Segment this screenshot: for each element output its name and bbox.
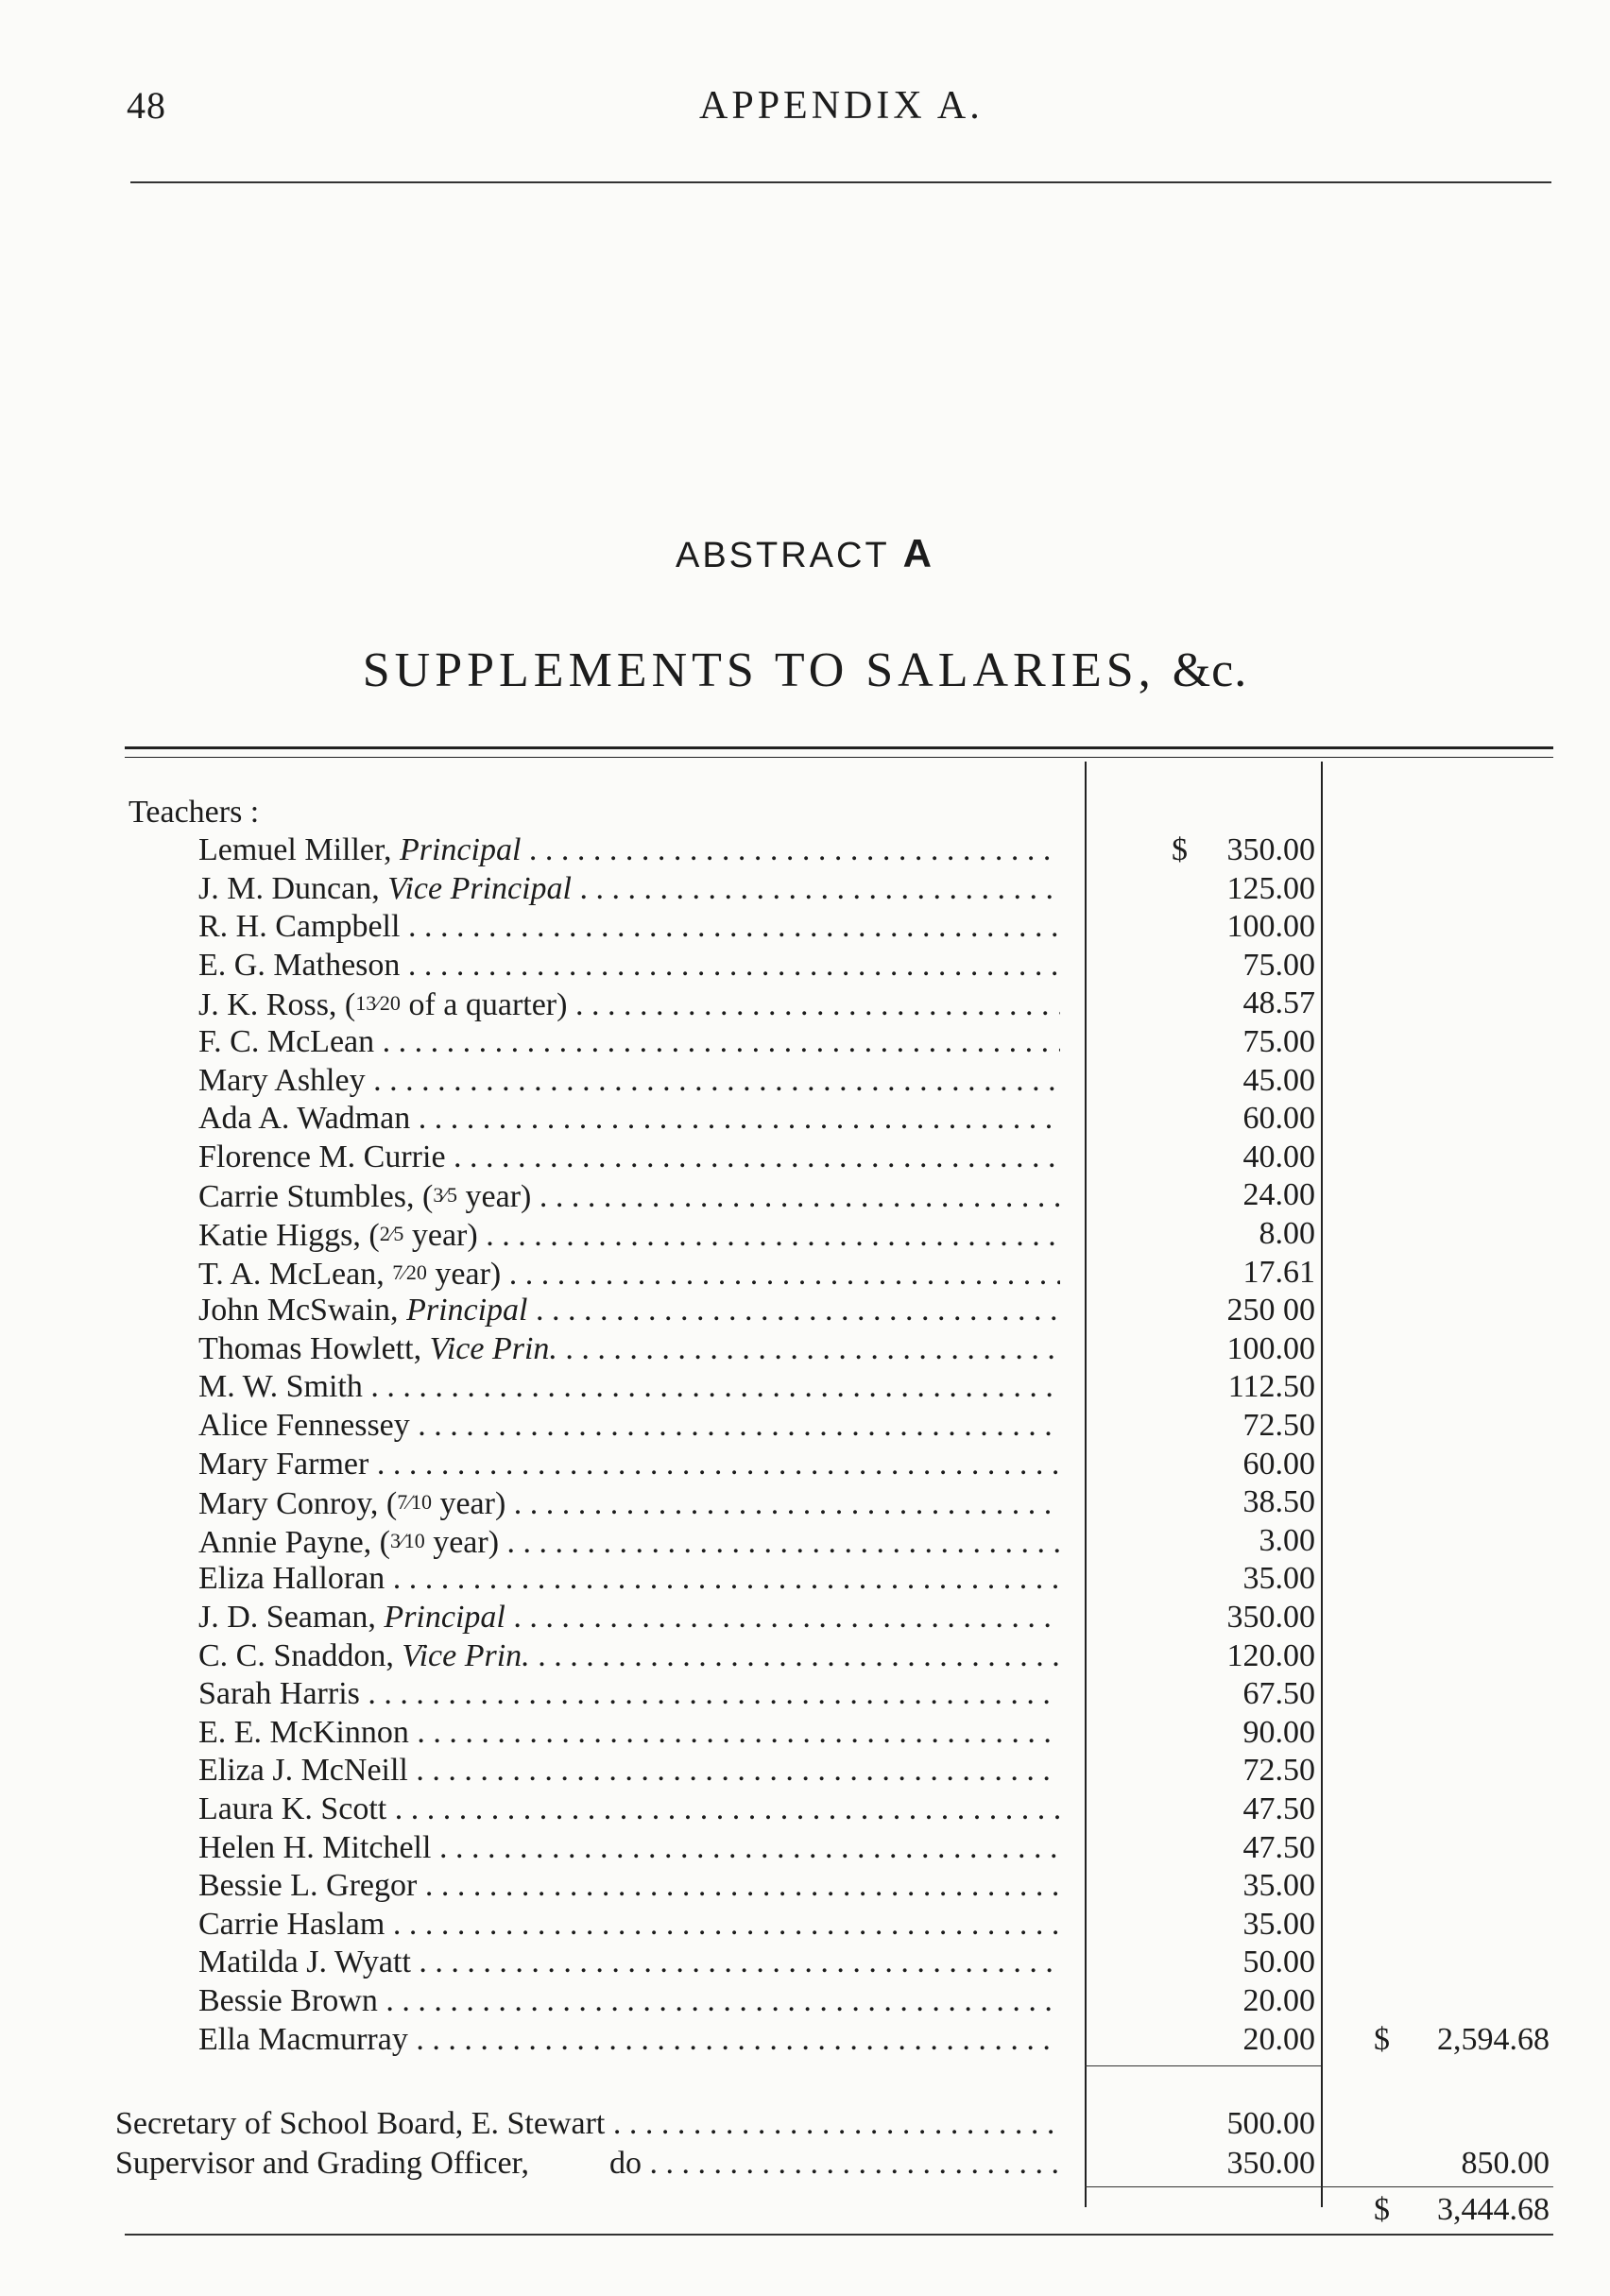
table-row — [0, 1446, 1610, 1483]
teacher-title: Vice Prin. — [429, 1331, 557, 1366]
other-total: 850.00 — [1461, 2146, 1550, 2181]
abstract-title-text: ABSTRACT — [675, 536, 890, 575]
teachers-total: $ 2,594.68 — [1374, 2022, 1550, 2057]
table-row — [0, 1906, 1610, 1944]
fraction: 2⁄5 — [379, 1222, 404, 1245]
table-row — [0, 1560, 1610, 1598]
teachers-label: Teachers : — [128, 795, 260, 830]
table-row — [0, 1714, 1610, 1752]
teacher-name: J. M. Duncan, Vice Principal . . . — [198, 870, 1060, 908]
header-rule — [130, 181, 1551, 183]
amount: 40.00 — [1242, 1139, 1315, 1174]
amount: 17.61 — [1242, 1255, 1315, 1290]
table-row — [0, 2021, 1610, 2059]
other-salary-row — [0, 2145, 1610, 2183]
subtitle-text: SUPPLEMENTS TO SALARIES, — [362, 643, 1156, 697]
teacher-title: Principal — [384, 1600, 505, 1635]
amount: 90.00 — [1242, 1715, 1315, 1750]
teachers-total-currency: $ — [1374, 2022, 1390, 2057]
table-row — [0, 1982, 1610, 2020]
salary-description: Supervisor and Grading Officer, do . . . — [115, 2145, 1060, 2183]
teacher-name: F. C. McLean . . . — [198, 1023, 1060, 1061]
table-row — [0, 1599, 1610, 1636]
table-row — [0, 1944, 1610, 1981]
currency-symbol: $ — [1172, 832, 1188, 867]
amount: 50.00 — [1242, 1945, 1315, 1979]
table-row — [0, 1791, 1610, 1828]
amount: 35.00 — [1242, 1561, 1315, 1596]
teacher-name: Eliza Halloran . . . — [198, 1560, 1060, 1598]
amount: 75.00 — [1242, 948, 1315, 983]
amount: 38.50 — [1242, 1484, 1315, 1519]
other-salary-row — [0, 2105, 1610, 2143]
teacher-name: C. C. Snaddon, Vice Prin. . . . — [198, 1637, 1060, 1675]
amount: 350.00 — [1226, 1600, 1315, 1635]
amount: 24.00 — [1242, 1177, 1315, 1212]
teacher-name: Laura K. Scott . . . — [198, 1791, 1060, 1828]
teacher-name: Alice Fennessey . . . — [198, 1407, 1060, 1445]
amount: 350.00 — [1226, 832, 1315, 867]
fraction: 3⁄5 — [433, 1183, 458, 1207]
teacher-name: Mary Conroy, (7⁄10 year) . . . — [198, 1483, 1060, 1523]
teacher-title: Vice Principal — [387, 871, 573, 906]
teacher-name: Mary Farmer . . . — [198, 1446, 1060, 1483]
amount: 60.00 — [1242, 1101, 1315, 1136]
table-row — [0, 1100, 1610, 1138]
table-row — [0, 870, 1610, 908]
table-top-rule-thin — [125, 757, 1553, 758]
fraction: 7⁄10 — [397, 1490, 432, 1514]
amount: 67.50 — [1242, 1676, 1315, 1711]
teacher-name: Matilda J. Wyatt . . . — [198, 1944, 1060, 1981]
teacher-name: Thomas Howlett, Vice Prin. . . . — [198, 1330, 1060, 1368]
amount: 60.00 — [1242, 1447, 1315, 1482]
amount: 72.50 — [1242, 1408, 1315, 1443]
teacher-name: Bessie Brown . . . — [198, 1982, 1060, 2020]
table-row — [0, 1867, 1610, 1905]
teacher-title: Principal — [406, 1293, 528, 1328]
teacher-name: R. H. Campbell . . . — [198, 908, 1060, 946]
page-number: 48 — [127, 84, 166, 127]
section-subtitle — [0, 643, 1610, 698]
table-row — [0, 1407, 1610, 1445]
teacher-name: Florence M. Currie . . . — [198, 1139, 1060, 1176]
subtitle-suffix: &c. — [1172, 643, 1248, 697]
table-bottom-rule — [125, 2234, 1553, 2236]
amount: 350.00 — [1226, 2146, 1315, 2181]
subtotal-rule — [1085, 2065, 1321, 2066]
table-row — [0, 1483, 1610, 1521]
table-top-rule — [125, 746, 1553, 749]
table-row — [0, 1752, 1610, 1790]
amount: 120.00 — [1226, 1638, 1315, 1673]
table-row — [0, 1176, 1610, 1214]
teacher-name: Mary Ashley . . . — [198, 1062, 1060, 1100]
amount: 250 00 — [1226, 1293, 1315, 1328]
teacher-name: Lemuel Miller, Principal . . . — [198, 831, 1060, 869]
amount: 3.00 — [1259, 1523, 1315, 1558]
fraction: 13⁄20 — [355, 991, 401, 1015]
table-row — [0, 1215, 1610, 1253]
teacher-name: Eliza J. McNeill . . . — [198, 1752, 1060, 1790]
amount: 35.00 — [1242, 1868, 1315, 1903]
teacher-name: John McSwain, Principal . . . — [198, 1292, 1060, 1329]
amount: 112.50 — [1227, 1369, 1315, 1404]
abstract-letter: A — [902, 531, 935, 575]
abstract-title — [0, 531, 1610, 576]
table-row — [0, 908, 1610, 946]
teacher-name: J. D. Seaman, Principal . . . — [198, 1599, 1060, 1636]
teacher-name: Katie Higgs, (2⁄5 year) . . . — [198, 1215, 1060, 1255]
teacher-name: Helen H. Mitchell . . . — [198, 1829, 1060, 1867]
fraction: 3⁄10 — [390, 1529, 425, 1552]
fraction: 7⁄20 — [392, 1260, 427, 1284]
table-row — [0, 1637, 1610, 1675]
amount: 75.00 — [1242, 1024, 1315, 1059]
table-row — [0, 1675, 1610, 1713]
amount: 48.57 — [1242, 985, 1315, 1020]
table-row — [0, 1023, 1610, 1061]
table-row — [0, 1330, 1610, 1368]
amount: 35.00 — [1242, 1907, 1315, 1942]
teacher-name: E. E. McKinnon . . . — [198, 1714, 1060, 1752]
amount: 20.00 — [1242, 1983, 1315, 2018]
amount: 47.50 — [1242, 1791, 1315, 1826]
amount: 72.50 — [1242, 1753, 1315, 1788]
grand-total-rule — [1085, 2186, 1553, 2187]
table-row — [0, 985, 1610, 1022]
amount: 45.00 — [1242, 1063, 1315, 1098]
amount: 100.00 — [1226, 909, 1315, 944]
amount: 500.00 — [1226, 2106, 1315, 2141]
teacher-name: Ella Macmurray . . . — [198, 2021, 1060, 2059]
teacher-name: Ada A. Wadman . . . — [198, 1100, 1060, 1138]
teacher-title: Vice Prin. — [402, 1638, 530, 1673]
table-row — [0, 1062, 1610, 1100]
running-head: APPENDIX A. — [699, 84, 984, 128]
salary-description: Secretary of School Board, E. Stewart . . . — [115, 2105, 1060, 2143]
grand-total-currency: $ — [1374, 2192, 1390, 2227]
teacher-name: Carrie Stumbles, (3⁄5 year) . . . — [198, 1176, 1060, 1216]
teacher-name: Carrie Haslam . . . — [198, 1906, 1060, 1944]
teacher-name: E. G. Matheson . . . — [198, 947, 1060, 985]
amount: 47.50 — [1242, 1830, 1315, 1865]
grand-total-value: 3,444.68 — [1437, 2192, 1550, 2227]
table-row — [0, 1139, 1610, 1176]
amount: 20.00 — [1242, 2022, 1315, 2057]
table-row — [0, 831, 1610, 869]
table-row — [0, 1254, 1610, 1292]
table-row — [0, 947, 1610, 985]
teacher-name: Annie Payne, (3⁄10 year) . . . — [198, 1522, 1060, 1562]
table-row — [0, 1368, 1610, 1406]
amount: 100.00 — [1226, 1331, 1315, 1366]
teacher-name: T. A. McLean, 7⁄20 year) . . . — [198, 1254, 1060, 1294]
grand-total — [1327, 2190, 1550, 2230]
teacher-title: Principal — [399, 832, 522, 867]
table-row — [0, 1829, 1610, 1867]
teacher-name: M. W. Smith . . . — [198, 1368, 1060, 1406]
teacher-name: J. K. Ross, (13⁄20 of a quarter) . . . — [198, 985, 1060, 1024]
teacher-name: Bessie L. Gregor . . . — [198, 1867, 1060, 1905]
table-row — [0, 1522, 1610, 1560]
amount: 8.00 — [1259, 1216, 1315, 1251]
amount: 125.00 — [1226, 871, 1315, 906]
table-row — [0, 1292, 1610, 1329]
teacher-name: Sarah Harris . . . — [198, 1675, 1060, 1713]
